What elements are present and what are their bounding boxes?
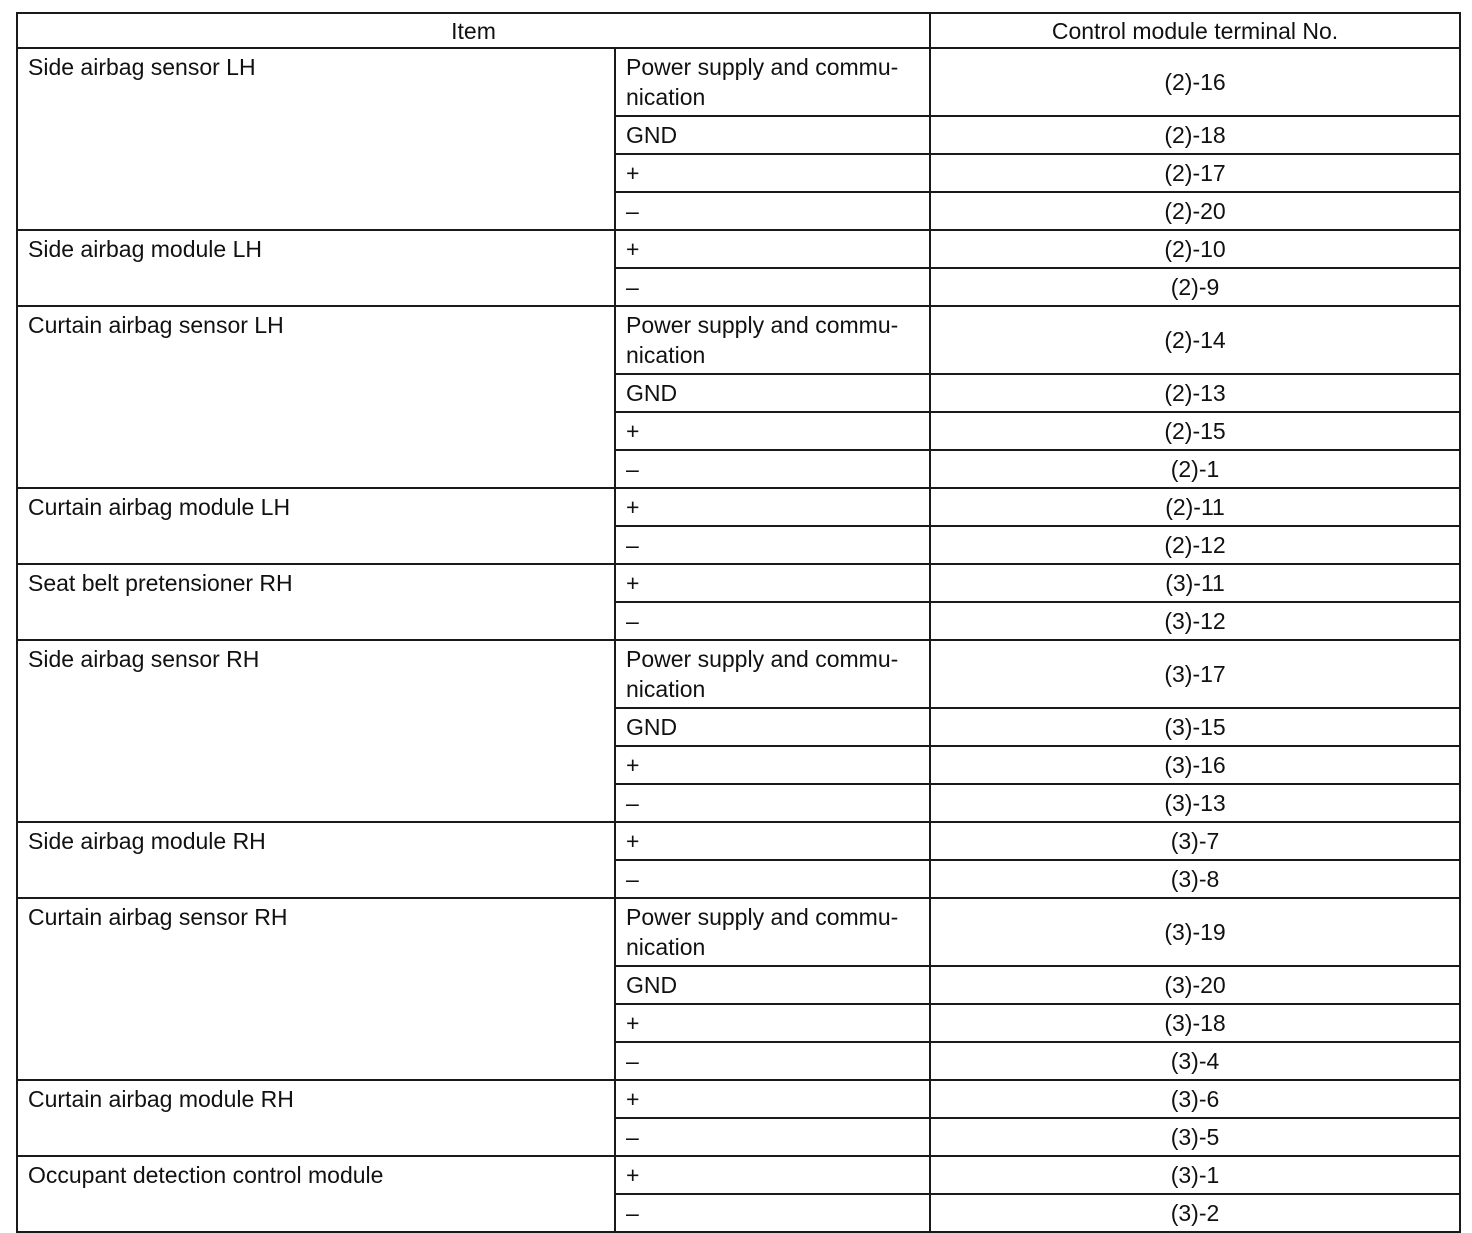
terminal-cell: (3)-15: [930, 708, 1460, 746]
terminal-cell: (2)-10: [930, 230, 1460, 268]
item-name-cell: Occupant detection control module: [17, 1156, 615, 1232]
sub-item-cell: +: [615, 822, 930, 860]
terminal-cell: (3)-20: [930, 966, 1460, 1004]
sub-item-cell: –: [615, 784, 930, 822]
table-row: [17, 564, 1460, 602]
terminal-cell: (3)-6: [930, 1080, 1460, 1118]
terminal-cell: (2)-13: [930, 374, 1460, 412]
sub-item-cell: +: [615, 488, 930, 526]
item-name-cell: Curtain airbag sensor RH: [17, 898, 615, 1080]
sub-item-cell: –: [615, 1194, 930, 1232]
sub-item-cell: GND: [615, 966, 930, 1004]
header-terminal: Control module terminal No.: [930, 13, 1460, 48]
terminal-cell: (2)-12: [930, 526, 1460, 564]
sub-item-cell: +: [615, 564, 930, 602]
sub-item-cell: +: [615, 230, 930, 268]
sub-item-cell: Power supply and commu- nication: [615, 640, 930, 708]
terminal-cell: (3)-17: [930, 640, 1460, 708]
sub-item-cell: GND: [615, 116, 930, 154]
item-name-cell: Side airbag sensor RH: [17, 640, 615, 822]
terminal-cell: (3)-4: [930, 1042, 1460, 1080]
table-row: [17, 1156, 1460, 1194]
sub-item-cell: +: [615, 1004, 930, 1042]
table-row: [17, 48, 1460, 116]
sub-item-cell: –: [615, 526, 930, 564]
sub-item-cell: –: [615, 1118, 930, 1156]
terminal-cell: (3)-18: [930, 1004, 1460, 1042]
sub-item-cell: –: [615, 1042, 930, 1080]
terminal-cell: (3)-13: [930, 784, 1460, 822]
terminal-cell: (3)-11: [930, 564, 1460, 602]
sub-item-cell: –: [615, 602, 930, 640]
terminal-cell: (2)-17: [930, 154, 1460, 192]
sub-item-cell: Power supply and commu- nication: [615, 48, 930, 116]
item-name-cell: Side airbag sensor LH: [17, 48, 615, 230]
terminal-cell: (3)-2: [930, 1194, 1460, 1232]
terminal-cell: (3)-16: [930, 746, 1460, 784]
sub-item-cell: –: [615, 192, 930, 230]
sub-item-cell: +: [615, 154, 930, 192]
table-row: [17, 488, 1460, 526]
terminal-cell: (2)-16: [930, 48, 1460, 116]
item-name-cell: Side airbag module RH: [17, 822, 615, 898]
table-row: [17, 306, 1460, 374]
sub-item-cell: –: [615, 860, 930, 898]
terminal-cell: (2)-15: [930, 412, 1460, 450]
sub-item-cell: +: [615, 1156, 930, 1194]
table-row: [17, 640, 1460, 708]
terminal-cell: (2)-1: [930, 450, 1460, 488]
sub-item-cell: –: [615, 450, 930, 488]
sub-item-cell: GND: [615, 708, 930, 746]
header-item: Item: [17, 13, 930, 48]
sub-item-cell: Power supply and commu- nication: [615, 898, 930, 966]
item-name-cell: Curtain airbag module RH: [17, 1080, 615, 1156]
table-row: [17, 898, 1460, 966]
terminal-cell: (3)-5: [930, 1118, 1460, 1156]
item-name-cell: Curtain airbag module LH: [17, 488, 615, 564]
terminal-cell: (3)-12: [930, 602, 1460, 640]
terminal-cell: (2)-20: [930, 192, 1460, 230]
table-row: [17, 1080, 1460, 1118]
terminal-cell: (3)-7: [930, 822, 1460, 860]
item-name-cell: Curtain airbag sensor LH: [17, 306, 615, 488]
terminal-cell: (2)-18: [930, 116, 1460, 154]
sub-item-cell: –: [615, 268, 930, 306]
terminal-cell: (2)-11: [930, 488, 1460, 526]
terminal-cell: (2)-9: [930, 268, 1460, 306]
header-row: [17, 13, 1460, 48]
terminal-cell: (2)-14: [930, 306, 1460, 374]
sub-item-cell: +: [615, 412, 930, 450]
sub-item-cell: +: [615, 1080, 930, 1118]
terminal-cell: (3)-8: [930, 860, 1460, 898]
terminal-cell: (3)-1: [930, 1156, 1460, 1194]
sub-item-cell: Power supply and commu- nication: [615, 306, 930, 374]
terminal-cell: (3)-19: [930, 898, 1460, 966]
table-row: [17, 822, 1460, 860]
item-name-cell: Side airbag module LH: [17, 230, 615, 306]
table-row: [17, 230, 1460, 268]
item-name-cell: Seat belt pretensioner RH: [17, 564, 615, 640]
sub-item-cell: +: [615, 746, 930, 784]
terminal-table: [16, 12, 1461, 1233]
table-body: [17, 48, 1460, 1232]
sub-item-cell: GND: [615, 374, 930, 412]
